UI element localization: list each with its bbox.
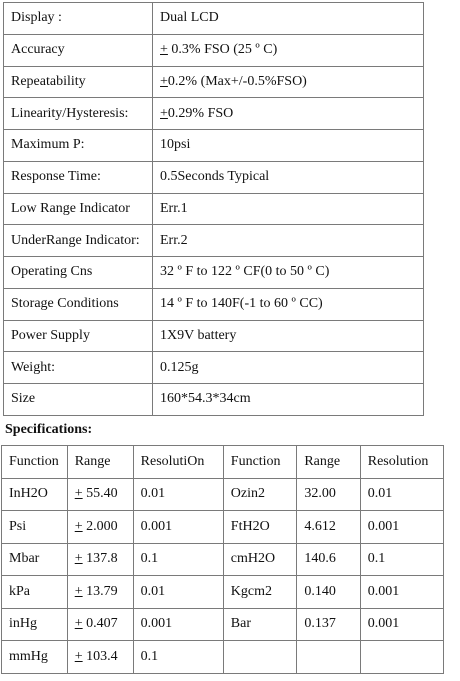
spec-label <box>4 66 153 98</box>
function-cell-text: Ozin2 <box>230 486 265 502</box>
range-cell <box>67 511 133 544</box>
range-cell-text: 32.00 <box>304 486 336 502</box>
column-header-text: Resolution <box>367 453 429 469</box>
spec-row <box>4 320 424 352</box>
spec-label-text: Weight: <box>11 359 55 375</box>
spec-value <box>153 34 424 66</box>
spec-value-text: 0.29% FSO <box>167 105 234 121</box>
spec-value <box>153 66 424 98</box>
plus-minus-sign: + <box>74 616 83 632</box>
resolution-cell <box>360 576 443 609</box>
column-header-text: Range <box>304 453 341 469</box>
function-cell-text: Psi <box>9 518 27 534</box>
spec-row <box>4 98 424 130</box>
spec-value <box>153 98 424 130</box>
range-cell-text: 140.6 <box>304 551 336 567</box>
spec-row <box>4 384 424 416</box>
spec-row <box>4 257 424 289</box>
function-cell-text: FtH2O <box>230 518 270 534</box>
spec-row <box>4 34 424 66</box>
resolution-cell-text: 0.01 <box>140 583 166 599</box>
function-cell <box>2 576 68 609</box>
range-cell-text: 137.8 <box>82 551 118 567</box>
spec-label <box>4 3 153 35</box>
spec-row <box>4 193 424 225</box>
spec-row <box>4 3 424 35</box>
plus-minus-sign: + <box>74 486 83 502</box>
range-cell-text: 0.140 <box>304 583 336 599</box>
spec-value-text: 0.3% FSO (25 º C) <box>167 42 278 58</box>
function-cell-text: Kgcm2 <box>230 583 272 599</box>
function-cell-text: InH2O <box>9 486 48 502</box>
spec-value <box>153 320 424 352</box>
spec-label-text: Repeatability <box>11 73 86 89</box>
spec-label <box>4 352 153 384</box>
plus-minus-sign: + <box>74 583 83 599</box>
function-cell <box>223 576 297 609</box>
range-cell <box>297 576 360 609</box>
spec-value-text: 10psi <box>160 137 191 153</box>
spec-value-text: 14 º F to 140F(-1 to 60 º CC) <box>160 296 323 312</box>
resolution-cell <box>360 608 443 641</box>
range-cell <box>67 478 133 511</box>
spec-value-text: 160*54.3*34cm <box>160 391 251 407</box>
resolution-cell-text: 0.1 <box>140 551 159 567</box>
range-cell-text: 2.000 <box>82 518 118 534</box>
range-cell-text: 0.407 <box>82 616 118 632</box>
spec-value-text: 32 º F to 122 º CF(0 to 50 º C) <box>160 264 330 280</box>
spec-row <box>4 130 424 162</box>
column-header <box>360 446 443 479</box>
function-cell <box>2 641 68 674</box>
function-cell <box>223 511 297 544</box>
spec-label-text: Linearity/Hysteresis: <box>11 105 129 121</box>
resolution-cell <box>360 641 443 674</box>
function-cell-text: mmHg <box>9 648 48 664</box>
table-row <box>2 608 444 641</box>
spec-label <box>4 384 153 416</box>
range-cell <box>67 543 133 576</box>
resolution-cell-text: 0.001 <box>367 616 400 632</box>
spec-row <box>4 288 424 320</box>
spec-label-text: Maximum P: <box>11 137 85 153</box>
spec-label <box>4 130 153 162</box>
spec-row <box>4 352 424 384</box>
spec-label-text: Power Supply <box>11 327 90 343</box>
function-cell <box>223 478 297 511</box>
spec-row <box>4 66 424 98</box>
range-cell <box>67 576 133 609</box>
column-header-text: Function <box>9 453 59 469</box>
resolution-cell-text: 0.001 <box>367 518 400 534</box>
resolution-cell <box>360 511 443 544</box>
spec-value <box>153 130 424 162</box>
range-cell <box>297 543 360 576</box>
table-row <box>2 543 444 576</box>
resolution-cell <box>133 543 223 576</box>
function-cell-text: cmH2O <box>230 551 276 567</box>
plus-minus-sign: + <box>74 648 83 664</box>
spec-label-text: Display : <box>11 10 62 26</box>
column-header <box>2 446 68 479</box>
spec-table <box>3 2 424 416</box>
spec-label <box>4 320 153 352</box>
range-cell <box>297 511 360 544</box>
column-header <box>133 446 223 479</box>
function-cell-text: Bar <box>230 616 251 632</box>
column-header-text: ResolutiOn <box>140 453 205 469</box>
column-header <box>67 446 133 479</box>
spec-value <box>153 225 424 257</box>
spec-label-text: Storage Conditions <box>11 296 119 312</box>
range-cell <box>67 641 133 674</box>
resolution-cell-text: 0.1 <box>140 648 159 664</box>
spec-row <box>4 225 424 257</box>
column-header <box>297 446 360 479</box>
spec-value <box>153 288 424 320</box>
spec-label-text: Low Range Indicator <box>11 200 130 216</box>
spec-table-body <box>4 3 424 416</box>
resolution-cell <box>133 576 223 609</box>
resolution-cell <box>133 511 223 544</box>
spec-label-text: Size <box>11 391 36 407</box>
resolution-cell-text: 0.1 <box>367 551 386 567</box>
spec-value-text: Dual LCD <box>160 10 219 26</box>
spec-value <box>153 3 424 35</box>
spec-value-text: 0.5Seconds Typical <box>160 169 270 185</box>
plus-minus-sign: + <box>160 73 168 89</box>
column-header <box>223 446 297 479</box>
column-header-text: Range <box>74 453 111 469</box>
spec-row <box>4 161 424 193</box>
spec-value <box>153 257 424 289</box>
resolution-cell <box>133 608 223 641</box>
range-cell <box>297 478 360 511</box>
resolution-cell <box>133 478 223 511</box>
column-header-text: Function <box>230 453 281 469</box>
resolution-cell-text: 0.01 <box>367 486 393 502</box>
range-cell-text: 103.4 <box>82 648 118 664</box>
range-cell-text: 55.40 <box>82 486 118 502</box>
spec-label-text: Accuracy <box>11 42 65 58</box>
spec-value-text: 0.2% (Max+/-0.5%FSO) <box>167 73 307 89</box>
spec-label <box>4 98 153 130</box>
spec-value <box>153 352 424 384</box>
function-cell <box>223 543 297 576</box>
resolution-table <box>1 445 444 674</box>
range-cell-text: 4.612 <box>304 518 336 534</box>
range-cell-text: 13.79 <box>82 583 118 599</box>
spec-label <box>4 34 153 66</box>
range-cell <box>67 608 133 641</box>
function-cell <box>223 641 297 674</box>
resolution-cell-text: 0.001 <box>367 583 400 599</box>
function-cell <box>2 511 68 544</box>
spec-label <box>4 161 153 193</box>
resolution-table-body <box>2 446 444 674</box>
function-cell <box>2 543 68 576</box>
resolution-cell-text: 0.01 <box>140 486 166 502</box>
spec-label-text: Response Time: <box>11 169 101 185</box>
spec-label <box>4 257 153 289</box>
specifications-heading: Specifications: <box>5 422 93 437</box>
resolution-cell <box>360 478 443 511</box>
spec-label <box>4 193 153 225</box>
spec-value <box>153 193 424 225</box>
function-cell <box>223 608 297 641</box>
function-cell-text: kPa <box>9 583 30 599</box>
spec-value-text: 1X9V battery <box>160 327 237 343</box>
spec-value <box>153 161 424 193</box>
resolution-cell-text: 0.001 <box>140 616 173 632</box>
range-cell-text: 0.137 <box>304 616 336 632</box>
resolution-cell-text: 0.001 <box>140 518 173 534</box>
function-cell-text: inHg <box>9 616 37 632</box>
function-cell <box>2 608 68 641</box>
spec-value-text: Err.2 <box>160 232 188 248</box>
plus-minus-sign: + <box>160 42 168 58</box>
plus-minus-sign: + <box>74 518 83 534</box>
spec-value-text: Err.1 <box>160 200 188 216</box>
table-row <box>2 478 444 511</box>
spec-label-text: UnderRange Indicator: <box>11 232 140 248</box>
spec-value <box>153 384 424 416</box>
table-row <box>2 511 444 544</box>
table-row <box>2 576 444 609</box>
spec-label <box>4 288 153 320</box>
spec-label <box>4 225 153 257</box>
resolution-cell <box>133 641 223 674</box>
resolution-cell <box>360 543 443 576</box>
plus-minus-sign: + <box>160 105 168 121</box>
function-cell-text: Mbar <box>9 551 40 567</box>
plus-minus-sign: + <box>74 551 83 567</box>
range-cell <box>297 608 360 641</box>
header-row <box>2 446 444 479</box>
range-cell <box>297 641 360 674</box>
spec-label-text: Operating Cns <box>11 264 93 280</box>
spec-value-text: 0.125g <box>160 359 199 375</box>
function-cell <box>2 478 68 511</box>
table-row <box>2 641 444 674</box>
